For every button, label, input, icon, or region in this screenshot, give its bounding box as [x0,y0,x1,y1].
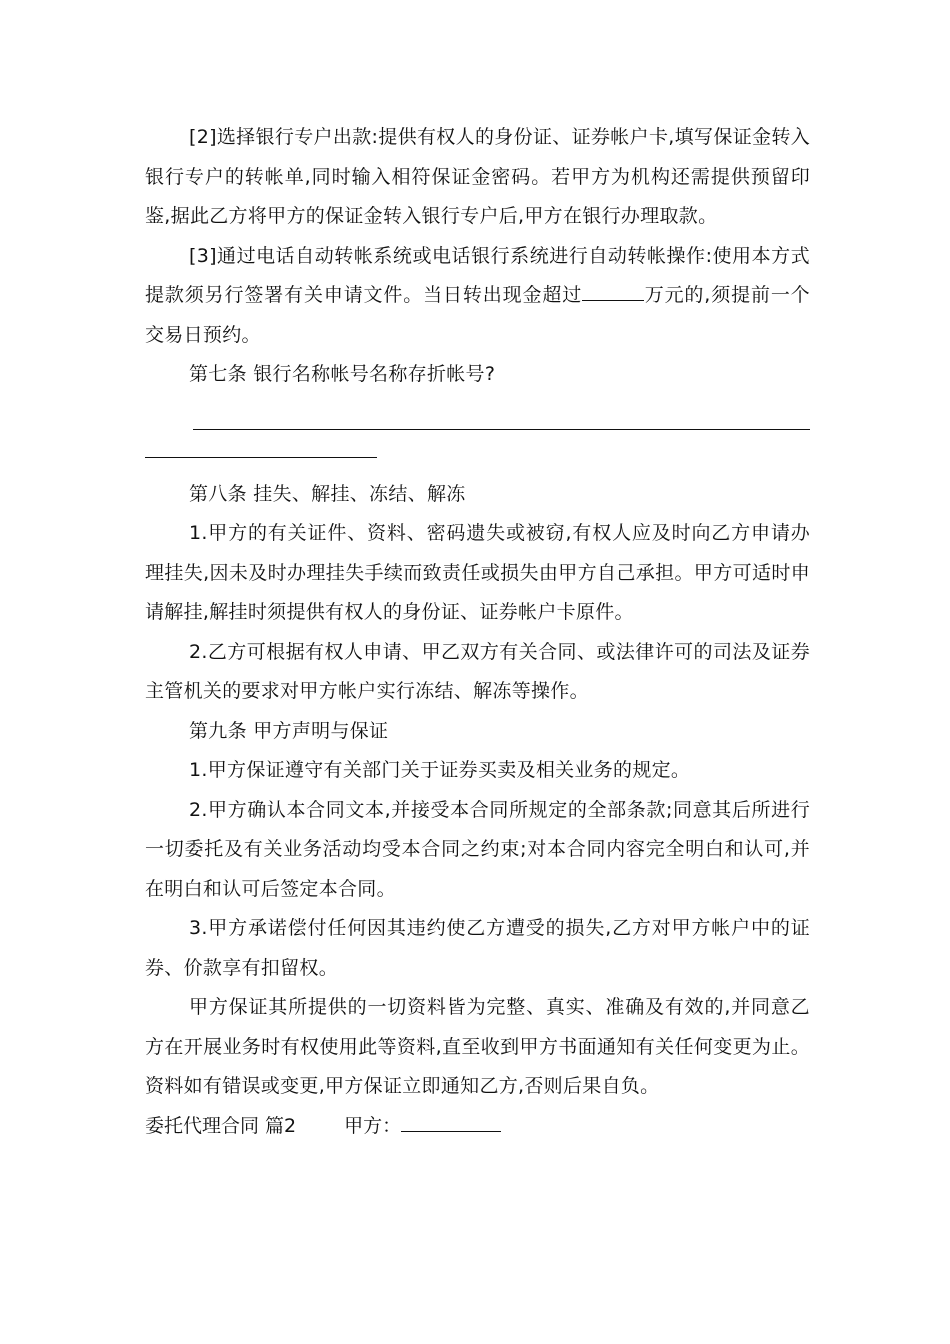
blank-line-long [145,401,810,435]
article-8-clause-2: 2.乙方可根据有权人申请、甲乙双方有关合同、或法律许可的司法及证券主管机关的要求对甲方帐户实行冻结、解冻等操作。 [145,640,810,702]
document-body [145,118,810,1146]
contract-title: 委托代理合同 篇2 [145,1114,297,1137]
paragraph-phone-transfer [145,237,810,356]
phone-transfer-text: [3]通过电话自动转帐系统或电话银行系统进行自动转帐操作:使用本方式提款须另行签署有关申请文件。当日转出现金超过 [145,244,810,306]
party-a-label: 甲方： [344,1114,402,1137]
phone-transfer-text-end: 万元的,须提前一个交易日预约。 [145,284,810,346]
amount-blank [582,280,644,301]
party-a-blank [401,1111,501,1132]
underline-short [145,457,377,458]
article-9-clause-1: 1.甲方保证遵守有关部门关于证券买卖及相关业务的规定。 [189,759,691,781]
article-9-heading: 第九条 甲方声明与保证 [189,719,389,742]
underline-long [193,429,810,430]
next-contract-heading [145,1107,810,1147]
article-9-clause-4: 甲方保证其所提供的一切资料皆为完整、真实、准确及有效的,并同意乙方在开展业务时有权使用此等资料,直至收到甲方书面通知有关任何变更为止。资料如有错误或变更,甲方保证立即通知乙方,否则后果自负。 [145,996,810,1097]
article-9-clause-2: 2.甲方确认本合同文本,并接受本合同所规定的全部条款;同意其后所进行一切委托及有关业务活动均受本合同之约束;对本合同内容完全明白和认可,并在明白和认可后签定本合同。 [145,798,810,900]
article-8-clause-1: 1.甲方的有关证件、资料、密码遗失或被窃,有权人应及时向乙方申请办理挂失,因未及时办理挂失手续而致责任或损失由甲方自己承担。甲方可适时申请解挂,解挂时须提供有权人的身份证、证券帐户卡原件。 [145,522,810,623]
article-7-heading: 第七条 银行名称帐号名称存折帐号? [189,363,496,385]
article-9-clause-3: 3.甲方承诺偿付任何因其违约使乙方遭受的损失,乙方对甲方帐户中的证券、价款享有扣留权。 [145,917,810,979]
paragraph-bank-withdrawal: [2]选择银行专户出款:提供有权人的身份证、证券帐户卡,填写保证金转入银行专户的转帐单,同时输入相符保证金密码。若甲方为机构还需提供预留印鉴,据此乙方将甲方的保证金转入银行专户后,甲方在银行办理取款。 [145,126,810,227]
article-8-heading: 第八条 挂失、解挂、冻结、解冻 [189,482,466,505]
blank-line-short [145,435,810,475]
